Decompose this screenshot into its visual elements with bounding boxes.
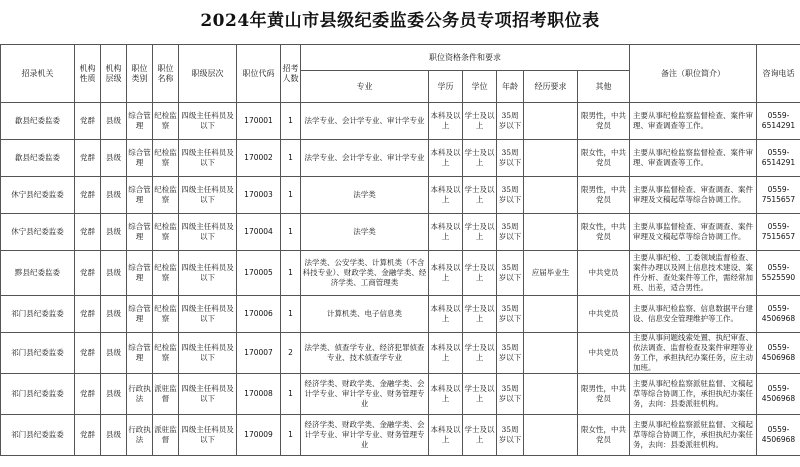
cell-post-level: 四级主任科员及以下	[179, 251, 237, 296]
cell-count: 1	[281, 214, 301, 251]
cell-major: 法学类、公安学类、计算机类（不含科技专业）、财政学类、金融学类、经济学类、工商管理类	[301, 251, 429, 296]
cell-unit: 祁门县纪委监委	[1, 415, 75, 456]
cell-education: 本科及以上	[429, 214, 463, 251]
header-category: 职位类别	[127, 45, 153, 103]
cell-level: 县级	[101, 374, 127, 415]
cell-count: 1	[281, 103, 301, 140]
cell-post-name: 纪检监察	[153, 177, 179, 214]
cell-post-name: 派驻监督	[153, 415, 179, 456]
cell-experience	[524, 214, 578, 251]
table-row	[1, 333, 800, 374]
cell-age: 35周岁以下	[497, 251, 524, 296]
cell-major: 法学类、侦查学专业、经济犯罪侦查专业、技术侦查学专业	[301, 333, 429, 374]
cell-category: 综合管理	[127, 214, 153, 251]
cell-experience	[524, 103, 578, 140]
cell-level: 县级	[101, 214, 127, 251]
cell-degree: 学士及以上	[463, 296, 497, 333]
table-row	[1, 214, 800, 251]
cell-other: 中共党员	[578, 251, 630, 296]
cell-other: 限女性，中共党员	[578, 140, 630, 177]
cell-category: 综合管理	[127, 333, 153, 374]
cell-education: 本科及以上	[429, 333, 463, 374]
header-education: 学历	[429, 71, 463, 103]
cell-category: 行政执法	[127, 415, 153, 456]
cell-education: 本科及以上	[429, 296, 463, 333]
cell-experience	[524, 374, 578, 415]
header-nature: 机构性质	[75, 45, 101, 103]
cell-other: 限女性，中共党员	[578, 415, 630, 456]
cell-nature: 党群	[75, 251, 101, 296]
header-age: 年龄	[497, 71, 524, 103]
cell-code: 170008	[237, 374, 281, 415]
cell-level: 县级	[101, 140, 127, 177]
cell-remark: 主要从事监督检查、审查调查、案件审理及文稿起草等综合协调工作。	[630, 214, 757, 251]
cell-remark: 主要从事纪检监察派驻监督、文稿起草等综合协调工作，承担执纪办案任务，去向：县委派驻机构。	[630, 374, 757, 415]
cell-unit: 休宁县纪委监委	[1, 214, 75, 251]
cell-age: 35周岁以下	[497, 103, 524, 140]
cell-phone: 0559-6514291	[757, 140, 800, 177]
cell-major: 法学专业、会计学专业、审计学专业	[301, 140, 429, 177]
cell-post-name: 纪检监察	[153, 296, 179, 333]
cell-degree: 学士及以上	[463, 333, 497, 374]
cell-post-name: 纪检监察	[153, 103, 179, 140]
header-phone: 咨询电话	[757, 45, 800, 103]
header-unit: 招录机关	[1, 45, 75, 103]
cell-category: 综合管理	[127, 296, 153, 333]
cell-count: 2	[281, 333, 301, 374]
cell-degree: 学士及以上	[463, 103, 497, 140]
cell-experience	[524, 296, 578, 333]
cell-level: 县级	[101, 333, 127, 374]
cell-major: 经济学类、财政学类、金融学类、会计学专业、审计学专业、财务管理专业	[301, 415, 429, 456]
cell-major: 法学类	[301, 177, 429, 214]
cell-post-name: 纪检监察	[153, 333, 179, 374]
cell-post-level: 四级主任科员及以下	[179, 296, 237, 333]
cell-unit: 祁门县纪委监委	[1, 333, 75, 374]
cell-degree: 学士及以上	[463, 374, 497, 415]
cell-major: 经济学类、财政学类、金融学类、会计学专业、审计学专业、财务管理专业	[301, 374, 429, 415]
cell-age: 35周岁以下	[497, 333, 524, 374]
cell-post-level: 四级主任科员及以下	[179, 103, 237, 140]
cell-unit: 祁门县纪委监委	[1, 296, 75, 333]
cell-post-level: 四级主任科员及以下	[179, 177, 237, 214]
table-row	[1, 140, 800, 177]
cell-post-level: 四级主任科员及以下	[179, 214, 237, 251]
cell-unit: 黟县纪委监委	[1, 251, 75, 296]
cell-level: 县级	[101, 251, 127, 296]
cell-remark: 主要从事纪检监察、信息数据平台建设、信息安全管理维护等工作。	[630, 296, 757, 333]
cell-post-name: 派驻监督	[153, 374, 179, 415]
cell-nature: 党群	[75, 333, 101, 374]
cell-count: 1	[281, 140, 301, 177]
cell-other: 限男性，中共党员	[578, 103, 630, 140]
cell-nature: 党群	[75, 140, 101, 177]
cell-post-level: 四级主任科员及以下	[179, 140, 237, 177]
cell-level: 县级	[101, 296, 127, 333]
cell-nature: 党群	[75, 415, 101, 456]
cell-experience	[524, 140, 578, 177]
cell-experience	[524, 415, 578, 456]
cell-category: 行政执法	[127, 374, 153, 415]
cell-unit: 歙县纪委监委	[1, 103, 75, 140]
cell-other: 中共党员	[578, 333, 630, 374]
cell-phone: 0559-4506968	[757, 333, 800, 374]
cell-degree: 学士及以上	[463, 140, 497, 177]
cell-education: 本科及以上	[429, 374, 463, 415]
cell-remark: 主要从事问题线索处置、执纪审查、依法调查、监督检查及案件审理等业务工作，承担执纪办案任务，应主动加班。	[630, 333, 757, 374]
cell-age: 35周岁以下	[497, 177, 524, 214]
cell-post-level: 四级主任科员及以下	[179, 333, 237, 374]
cell-other: 限男性，中共党员	[578, 177, 630, 214]
header-experience: 经历要求	[524, 71, 578, 103]
cell-age: 35周岁以下	[497, 415, 524, 456]
header-count: 招考人数	[281, 45, 301, 103]
cell-post-level: 四级主任科员及以下	[179, 415, 237, 456]
cell-code: 170001	[237, 103, 281, 140]
cell-other: 限男性，中共党员	[578, 374, 630, 415]
cell-count: 1	[281, 251, 301, 296]
cell-category: 综合管理	[127, 251, 153, 296]
header-degree: 学位	[463, 71, 497, 103]
cell-count: 1	[281, 177, 301, 214]
cell-count: 1	[281, 374, 301, 415]
header-other: 其他	[578, 71, 630, 103]
cell-education: 本科及以上	[429, 177, 463, 214]
cell-post-name: 纪检监察	[153, 214, 179, 251]
cell-nature: 党群	[75, 103, 101, 140]
header-requirements: 职位资格条件和要求	[301, 45, 630, 71]
cell-phone: 0559-7515657	[757, 177, 800, 214]
cell-other: 中共党员	[578, 296, 630, 333]
cell-count: 1	[281, 296, 301, 333]
cell-code: 170006	[237, 296, 281, 333]
cell-post-name: 纪检监察	[153, 251, 179, 296]
cell-nature: 党群	[75, 214, 101, 251]
cell-degree: 学士及以上	[463, 177, 497, 214]
cell-code: 170009	[237, 415, 281, 456]
cell-experience	[524, 333, 578, 374]
cell-remark: 主要从事纪检监察监督检查、案件审理、审查调查等工作。	[630, 140, 757, 177]
cell-remark: 主要从事纪检监察派驻监督、文稿起草等综合协调工作，承担执纪办案任务，去向：县委派驻机构。	[630, 415, 757, 456]
cell-phone: 0559-7515657	[757, 214, 800, 251]
cell-unit: 祁门县纪委监委	[1, 374, 75, 415]
header-post-name: 职位名称	[153, 45, 179, 103]
cell-count: 1	[281, 415, 301, 456]
table-row	[1, 177, 800, 214]
cell-education: 本科及以上	[429, 140, 463, 177]
cell-major: 法学专业、会计学专业、审计学专业	[301, 103, 429, 140]
table-row	[1, 374, 800, 415]
cell-experience: 应届毕业生	[524, 251, 578, 296]
cell-nature: 党群	[75, 296, 101, 333]
cell-degree: 学士及以上	[463, 415, 497, 456]
cell-remark: 主要从事纪检、工委领域监督检查、案件办理以及网上信息技术建设、案件分析、查处案件等工作，需经常加班、出差，适合男性。	[630, 251, 757, 296]
cell-age: 35周岁以下	[497, 374, 524, 415]
cell-code: 170003	[237, 177, 281, 214]
cell-level: 县级	[101, 177, 127, 214]
cell-level: 县级	[101, 103, 127, 140]
cell-remark: 主要从事纪检监察监督检查、案件审理、审查调查等工作。	[630, 103, 757, 140]
table-row	[1, 103, 800, 140]
cell-age: 35周岁以下	[497, 296, 524, 333]
cell-remark: 主要从事监督检查、审查调查、案件审理及文稿起草等综合协调工作。	[630, 177, 757, 214]
cell-experience	[524, 177, 578, 214]
cell-category: 综合管理	[127, 177, 153, 214]
cell-phone: 0559-5525590	[757, 251, 800, 296]
header-remark: 备注（职位简介）	[630, 45, 757, 103]
cell-code: 170004	[237, 214, 281, 251]
cell-level: 县级	[101, 415, 127, 456]
header-post-level: 职级层次	[179, 45, 237, 103]
cell-age: 35周岁以下	[497, 140, 524, 177]
header-code: 职位代码	[237, 45, 281, 103]
cell-phone: 0559-4506968	[757, 415, 800, 456]
header-level: 机构层级	[101, 45, 127, 103]
cell-phone: 0559-6514291	[757, 103, 800, 140]
cell-nature: 党群	[75, 374, 101, 415]
cell-phone: 0559-4506968	[757, 296, 800, 333]
cell-phone: 0559-4506968	[757, 374, 800, 415]
cell-post-level: 四级主任科员及以下	[179, 374, 237, 415]
table-row	[1, 415, 800, 456]
cell-category: 综合管理	[127, 140, 153, 177]
cell-code: 170007	[237, 333, 281, 374]
cell-education: 本科及以上	[429, 251, 463, 296]
table-row	[1, 296, 800, 333]
table-body	[1, 103, 800, 456]
header-major: 专业	[301, 71, 429, 103]
cell-code: 170002	[237, 140, 281, 177]
cell-degree: 学士及以上	[463, 251, 497, 296]
cell-education: 本科及以上	[429, 103, 463, 140]
cell-degree: 学士及以上	[463, 214, 497, 251]
cell-major: 计算机类、电子信息类	[301, 296, 429, 333]
cell-age: 35周岁以下	[497, 214, 524, 251]
position-table	[0, 44, 800, 456]
cell-category: 综合管理	[127, 103, 153, 140]
cell-nature: 党群	[75, 177, 101, 214]
cell-other: 限女性，中共党员	[578, 214, 630, 251]
page-title: 2024年黄山市县级纪委监委公务员专项招考职位表	[200, 11, 600, 31]
cell-unit: 歙县纪委监委	[1, 140, 75, 177]
cell-code: 170005	[237, 251, 281, 296]
cell-unit: 休宁县纪委监委	[1, 177, 75, 214]
cell-education: 本科及以上	[429, 415, 463, 456]
cell-major: 法学类	[301, 214, 429, 251]
table-row	[1, 251, 800, 296]
cell-post-name: 纪检监察	[153, 140, 179, 177]
